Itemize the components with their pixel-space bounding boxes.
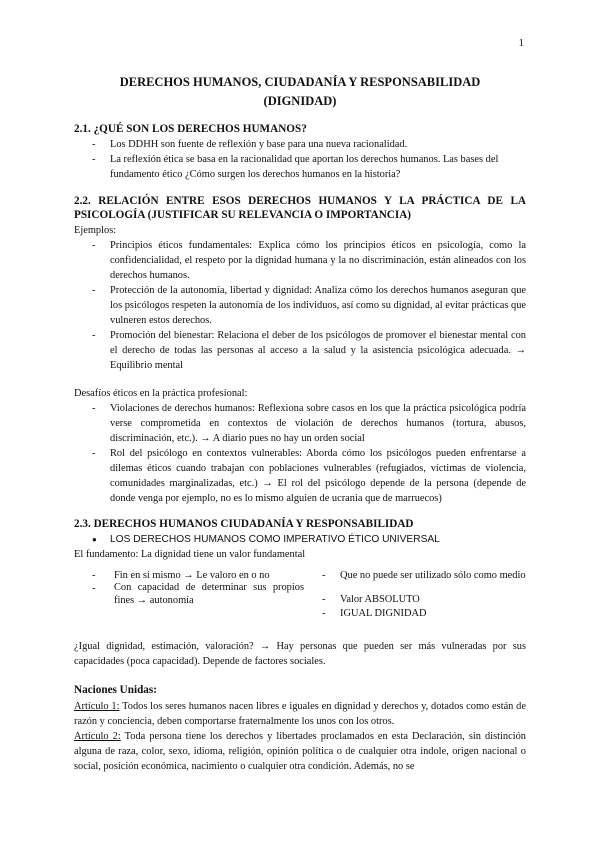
page-number: 1 xyxy=(518,37,524,49)
dignity-question: ¿Igual dignidad, estimación, valoración? → Hay personas que pueden ser más vulneradas por sus capacidades (poca capacidad). Depende de factores sociales. xyxy=(74,641,526,667)
title-line-2: (DIGNIDAD) xyxy=(263,94,337,108)
article-1 xyxy=(74,699,526,729)
examples-label: Ejemplos: xyxy=(74,225,117,236)
dignity-right-item: Que no puede ser utilizado sólo como medio xyxy=(340,570,526,581)
bullet-dash: - xyxy=(92,403,96,414)
article-1-label: Artículo 1: xyxy=(74,701,120,712)
challenges-label: Desafíos éticos en la práctica profesional: xyxy=(74,388,248,399)
title-line-1: DERECHOS HUMANOS, CIUDADANÍA Y RESPONSABILIDAD xyxy=(119,75,481,89)
article-1-text: Todos los seres humanos nacen libres e iguales en dignidad y derechos y, dotados como están de razón y conciencia, deben comportarse fraternalmente los unos con los otros. xyxy=(74,701,526,727)
section-2-2-heading-line-2: PSICOLOGÍA (JUSTIFICAR SU RELEVANCIA O IMPORTANCIA) xyxy=(74,209,412,221)
bullet-dash: - xyxy=(322,608,326,619)
section-2-1-item: Los DDHH son fuente de reflexión y base para una nueva racionalidad. xyxy=(110,139,408,150)
bullet-dash: - xyxy=(92,570,96,581)
dignity-right-item: Valor ABSOLUTO xyxy=(340,594,420,605)
section-2-1-item: La reflexión ética se basa en la racionalidad que aportan los derechos humanos. Las bases del fundamento ético ¿Cómo surgen los derechos humanos en la historia? xyxy=(110,154,499,180)
bullet-dot-icon: ● xyxy=(92,535,97,544)
example-item: Principios éticos fundamentales: Explica cómo los principios éticos en psicología, como la confidencialidad, el respeto por la dignidad humana y la no discriminación, están alineados con los derechos humanos. xyxy=(110,240,526,281)
bullet-dash: - xyxy=(92,240,96,251)
naciones-unidas-heading: Naciones Unidas: xyxy=(74,684,157,696)
dignity-right-item: IGUAL DIGNIDAD xyxy=(340,608,427,619)
section-2-2-heading-line-1: 2.2. RELACIÓN ENTRE ESOS DERECHOS HUMANOS Y LA PRÁCTICA DE LA xyxy=(74,195,526,207)
bullet-dash: - xyxy=(92,330,96,341)
bullet-dash: - xyxy=(92,448,96,459)
challenge-item: Violaciones de derechos humanos: Reflexiona sobre casos en los que la práctica psicológica podría verse comprometida en contextos de violación de derechos humanos (tortura, abusos, discriminación, etc.). → A diario pues no hay un orden social xyxy=(110,403,526,444)
document-title xyxy=(0,73,600,111)
article-2-text: Toda persona tiene los derechos y libertades proclamados en esta Declaración, sin distinción alguna de raza, color, sexo, idioma, religión, opinión política o de cualquier otra índole, origen nacional o social, posición económica, nacimiento o cualquier otra condición. Además, no se xyxy=(74,731,526,772)
universal-imperative-bullet: LOS DERECHOS HUMANOS COMO IMPERATIVO ÉTICO UNIVERSAL xyxy=(110,534,440,545)
dignity-left-item: Fin en sí mismo → Le valoro en o no xyxy=(114,570,270,581)
challenge-item: Rol del psicólogo en contextos vulnerables: Aborda cómo los psicólogos pueden enfrentarse a dilemas éticos cuando trabajan con poblaciones vulnerables (refugiados, víctimas de violencia, comunidades marginalizadas, etc.) → El rol del psicólogo depende de la persona (depende de donde venga por ejemplo, no es lo mismo alguien de ucrania que de marruecos) xyxy=(110,448,526,504)
bullet-dash: - xyxy=(92,285,96,296)
section-2-3-heading: 2.3. DERECHOS HUMANOS CIUDADANÍA Y RESPONSABILIDAD xyxy=(74,518,414,530)
example-item: Protección de la autonomía, libertad y dignidad: Analiza cómo los derechos humanos aseguran que los psicólogos respeten la autonomía de los individuos, así como su dignidad, al evitar prácticas que vulneren estos derechos. xyxy=(110,285,526,326)
bullet-dash: - xyxy=(92,139,96,150)
article-2 xyxy=(74,729,526,774)
bullet-dash: - xyxy=(322,594,326,605)
section-2-1-heading: 2.1. ¿QUÉ SON LOS DERECHOS HUMANOS? xyxy=(74,123,307,135)
article-2-label: Artículo 2: xyxy=(74,731,121,742)
example-item: Promoción del bienestar: Relaciona el deber de los psicólogos de promover el bienestar mental con el derecho de todas las personas al acceso a la salud y la asistencia psicológica adecuada. → Equilibrio mental xyxy=(110,330,526,371)
bullet-dash: - xyxy=(92,583,96,594)
bullet-dash: - xyxy=(322,570,326,581)
fundamento-line: El fundamento: La dignidad tiene un valor fundamental xyxy=(74,549,306,560)
dignity-left-item: Con capacidad de determinar sus propios fines → autonomía xyxy=(114,582,304,606)
bullet-dash: - xyxy=(92,154,96,165)
